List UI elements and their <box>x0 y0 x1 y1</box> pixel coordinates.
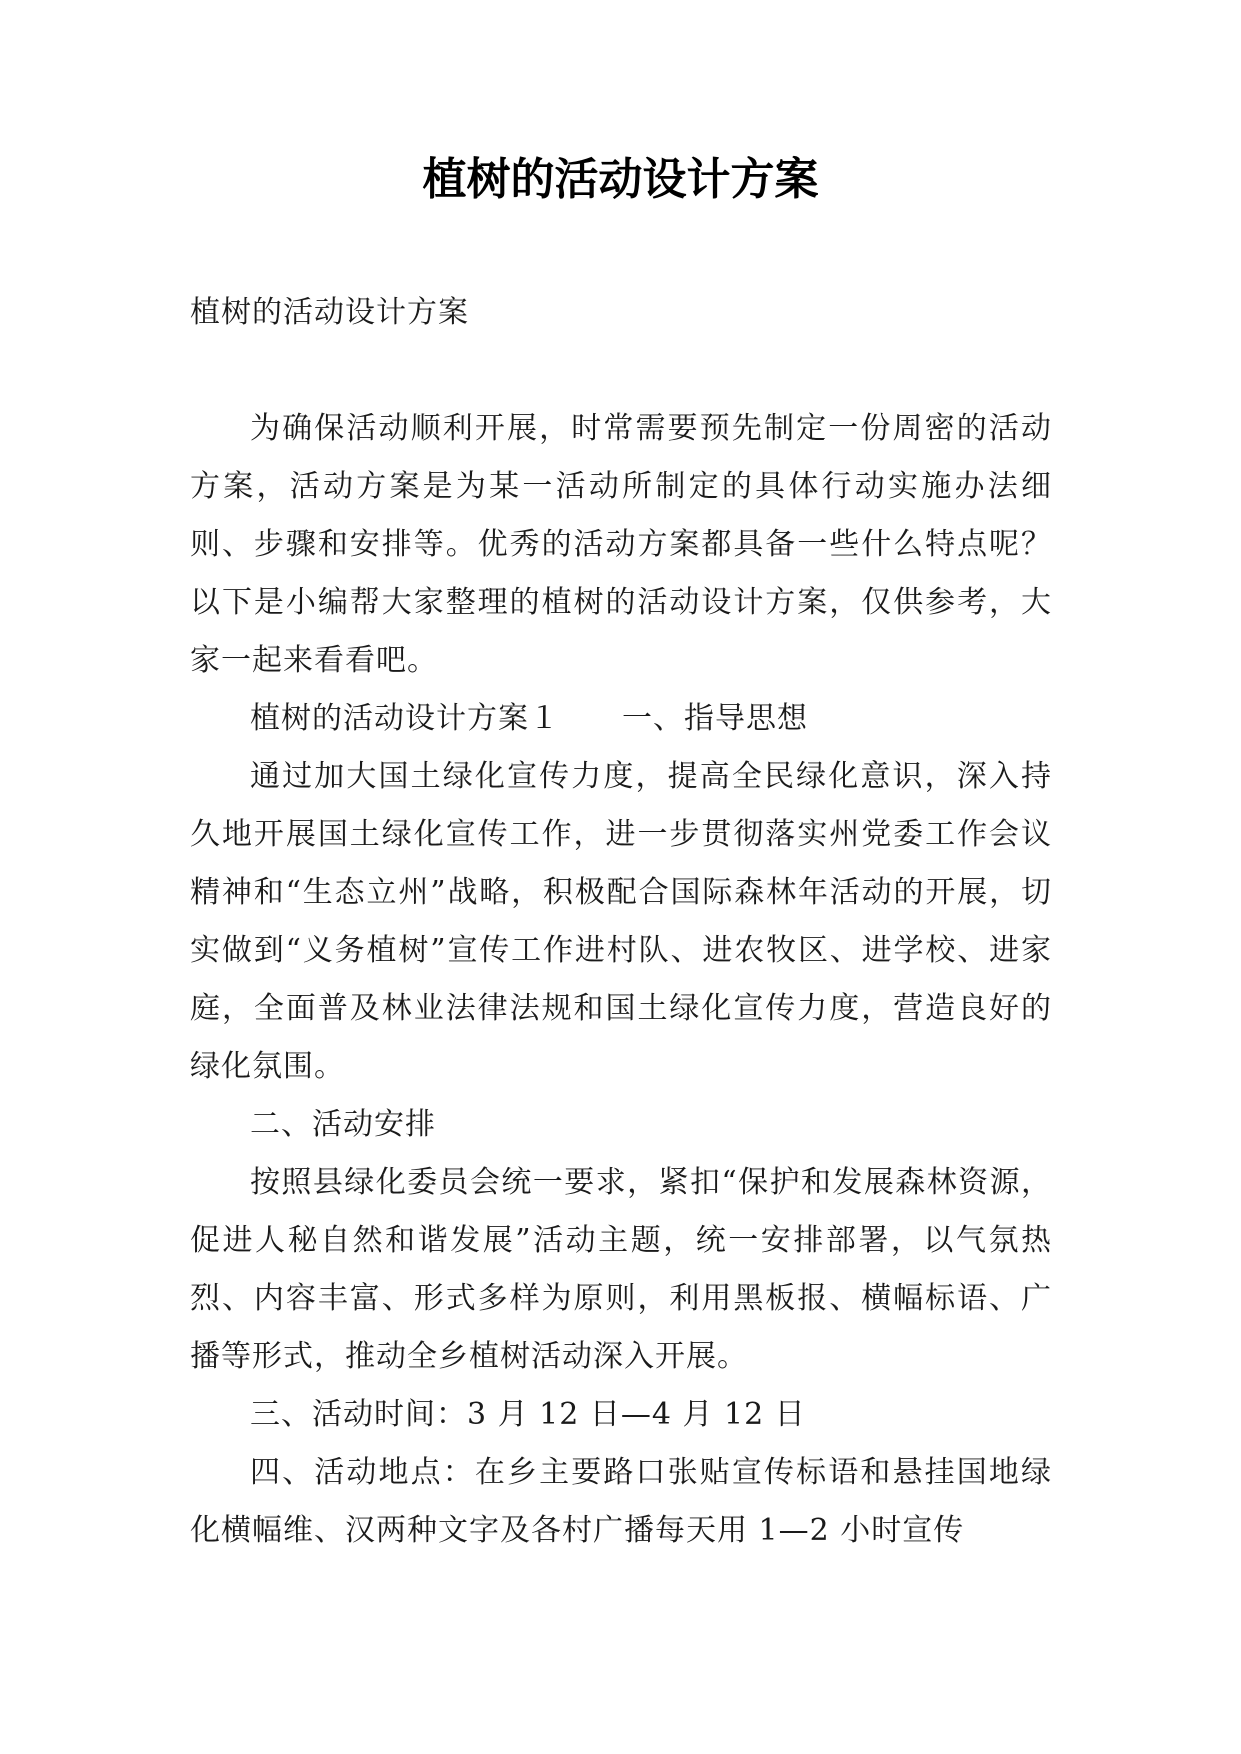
section-heading-plan-1: 植树的活动设计方案１ 一、指导思想 <box>250 701 808 736</box>
intro-paragraph: 为确保活动顺利开展，时常需要预先制定一份周密的活动方案，活动方案是为某一活动所制定的具体行动实施办法细则、步骤和安排等。优秀的活动方案都具备一些什么特点呢？以下是小编帮大家整理的植树的活动设计方案，仅供参考，大家一起来看看吧。 <box>190 411 1052 678</box>
document-subtitle: 植树的活动设计方案 <box>190 295 469 330</box>
section-heading-activity-arrangement: 二、活动安排 <box>250 1107 436 1142</box>
activity-arrangement-paragraph: 按照县绿化委员会统一要求，紧扣“保护和发展森林资源，促进人秘自然和谐发展”活动主题，统一安排部署，以气氛热烈、内容丰富、形式多样为原则，利用黑板报、横幅标语、广播等形式，推动全乡植树活动深入开展。 <box>190 1165 1052 1374</box>
document-body <box>190 284 1052 1560</box>
guiding-ideology-paragraph: 通过加大国土绿化宣传力度，提高全民绿化意识，深入持久地开展国土绿化宣传工作，进一步贯彻落实州党委工作会议精神和“生态立州”战略，积极配合国际森林年活动的开展，切实做到“义务植树”宣传工作进村队、进农牧区、进学校、进家庭，全面普及林业法律法规和国土绿化宣传力度，营造良好的绿化氛围。 <box>190 759 1052 1084</box>
activity-location-paragraph: 四、活动地点：在乡主要路口张贴宣传标语和悬挂国地绿化横幅维、汉两种文字及各村广播每天用 1—2 小时宣传 <box>190 1455 1052 1548</box>
document-title: 植树的活动设计方案 <box>422 154 819 205</box>
activity-time-paragraph: 三、活动时间：3 月 12 日—4 月 12 日 <box>250 1397 806 1432</box>
